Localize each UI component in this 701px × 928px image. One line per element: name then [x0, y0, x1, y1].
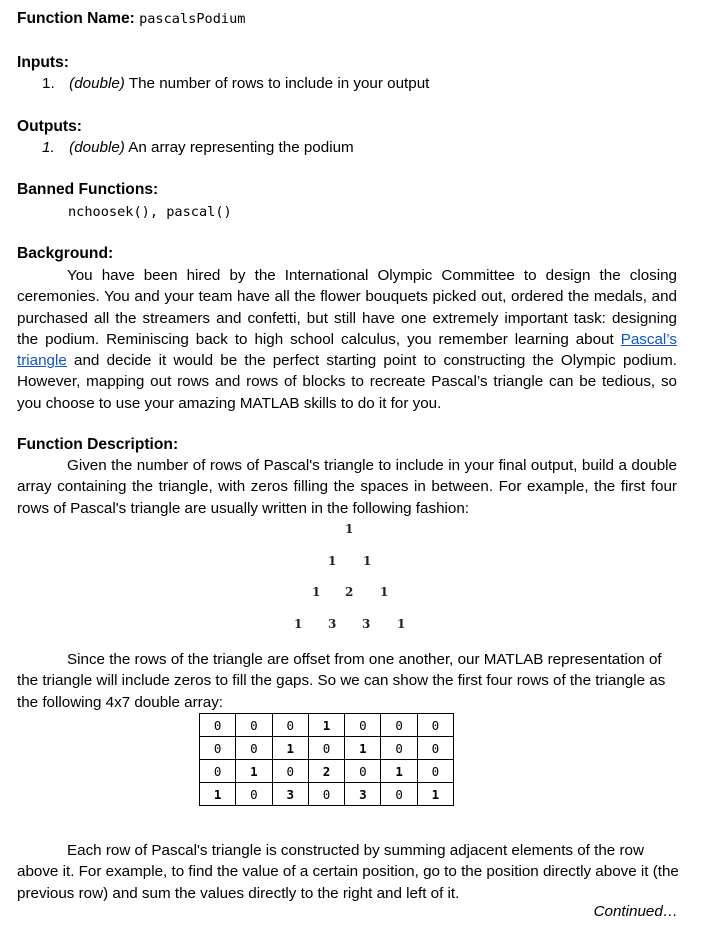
description-text-1: Given the number of rows of Pascal's triangle to include in your final output, build a double array containing the triangle, with zeros filling the spaces in between. For example, the first four rows of Pascal's triangle are usually written in the following fashion: [17, 457, 677, 517]
inputs-item-number: 1. [42, 75, 55, 92]
outputs-item-type: (double) [69, 139, 125, 156]
background-text-1: You have been hired by the International Olympic Committee to design the closing ceremonies. You and your team have all the flower bouquets picked out, ordered the medals, and purchased all the streamers and confetti, but still have one extremely important task: designing the podium. Reminiscing back to high school calculus, you remember learning about [17, 267, 677, 348]
table-cell: 0 [381, 737, 417, 760]
table-row [200, 737, 454, 760]
table-cell: 1 [272, 737, 308, 760]
continued-note: Continued… [593, 903, 678, 920]
pascals-triangle-link[interactable]: Pascal’s triangle [17, 330, 677, 370]
table-row [200, 714, 454, 737]
table-cell: 0 [236, 783, 272, 806]
triangle-value: 1 [363, 554, 372, 568]
table-cell: 2 [308, 760, 344, 783]
triangle-value: 1 [294, 617, 303, 631]
table-cell: 0 [308, 737, 344, 760]
table-cell: 0 [236, 737, 272, 760]
background-heading: Background: [17, 245, 114, 262]
background-text-2: and decide it would be the perfect starting point to constructing the Olympic podium. However, mapping out rows and rows of blocks to recreate Pascal’s triangle can be tedious, so you choose to use your amazing MATLAB skills to do it for you. [17, 352, 677, 412]
table-cell: 0 [272, 760, 308, 783]
table-cell: 0 [200, 760, 236, 783]
table-cell: 0 [417, 760, 453, 783]
table-cell: 3 [272, 783, 308, 806]
function-name-line [17, 10, 245, 28]
inputs-item-type: (double) [69, 75, 125, 92]
triangle-value: 1 [380, 585, 389, 599]
description-paragraph-1 [17, 455, 677, 519]
triangle-value: 1 [345, 522, 354, 536]
outputs-heading: Outputs: [17, 118, 82, 135]
table-cell: 1 [236, 760, 272, 783]
banned-list: nchoosek(), pascal() [68, 204, 232, 220]
banned-heading: Banned Functions: [17, 181, 159, 198]
table-cell: 1 [417, 783, 453, 806]
triangle-value: 1 [397, 617, 406, 631]
table-cell: 0 [200, 714, 236, 737]
triangle-value: 1 [312, 585, 321, 599]
outputs-item-number: 1. [42, 139, 55, 156]
table-cell: 0 [236, 714, 272, 737]
table-cell: 0 [417, 714, 453, 737]
triangle-value: 1 [328, 554, 337, 568]
table-row [200, 783, 454, 806]
table-cell: 0 [345, 714, 381, 737]
table-cell: 0 [272, 714, 308, 737]
triangle-value: 3 [362, 617, 371, 631]
description-text-2: Since the rows of the triangle are offset from one another, our MATLAB representation of the triangle will include zeros to fill the gaps. So we can show the first four rows of the triangle as the following 4x7 double array: [17, 651, 666, 711]
table-cell: 3 [345, 783, 381, 806]
table-cell: 1 [308, 714, 344, 737]
table-cell: 1 [345, 737, 381, 760]
outputs-item-text: An array representing the podium [124, 139, 354, 156]
description-heading: Function Description: [17, 436, 179, 453]
table-cell: 1 [381, 760, 417, 783]
table-cell: 0 [381, 783, 417, 806]
table-cell: 0 [381, 714, 417, 737]
triangle-value: 2 [345, 585, 354, 599]
description-paragraph-3 [17, 840, 680, 904]
description-text-3: Each row of Pascal's triangle is constructed by summing adjacent elements of the row above it. For example, to find the value of a certain position, go to the position directly above it (the previous row) and sum the values directly to the right and left of it. [17, 842, 679, 902]
background-paragraph [17, 265, 677, 414]
inputs-heading: Inputs: [17, 54, 69, 71]
triangle-value: 3 [328, 617, 337, 631]
function-name-label: Function Name: [17, 10, 135, 27]
inputs-item-text: The number of rows to include in your output [124, 75, 430, 92]
table-cell: 0 [308, 783, 344, 806]
inputs-item-1 [42, 75, 429, 92]
table-row [200, 760, 454, 783]
double-array-table [199, 713, 454, 806]
table-cell: 0 [345, 760, 381, 783]
function-name-value: pascalsPodium [139, 11, 246, 27]
table-cell: 0 [417, 737, 453, 760]
outputs-item-1 [42, 139, 354, 156]
description-paragraph-2 [17, 649, 680, 713]
table-cell: 0 [200, 737, 236, 760]
table-cell: 1 [200, 783, 236, 806]
